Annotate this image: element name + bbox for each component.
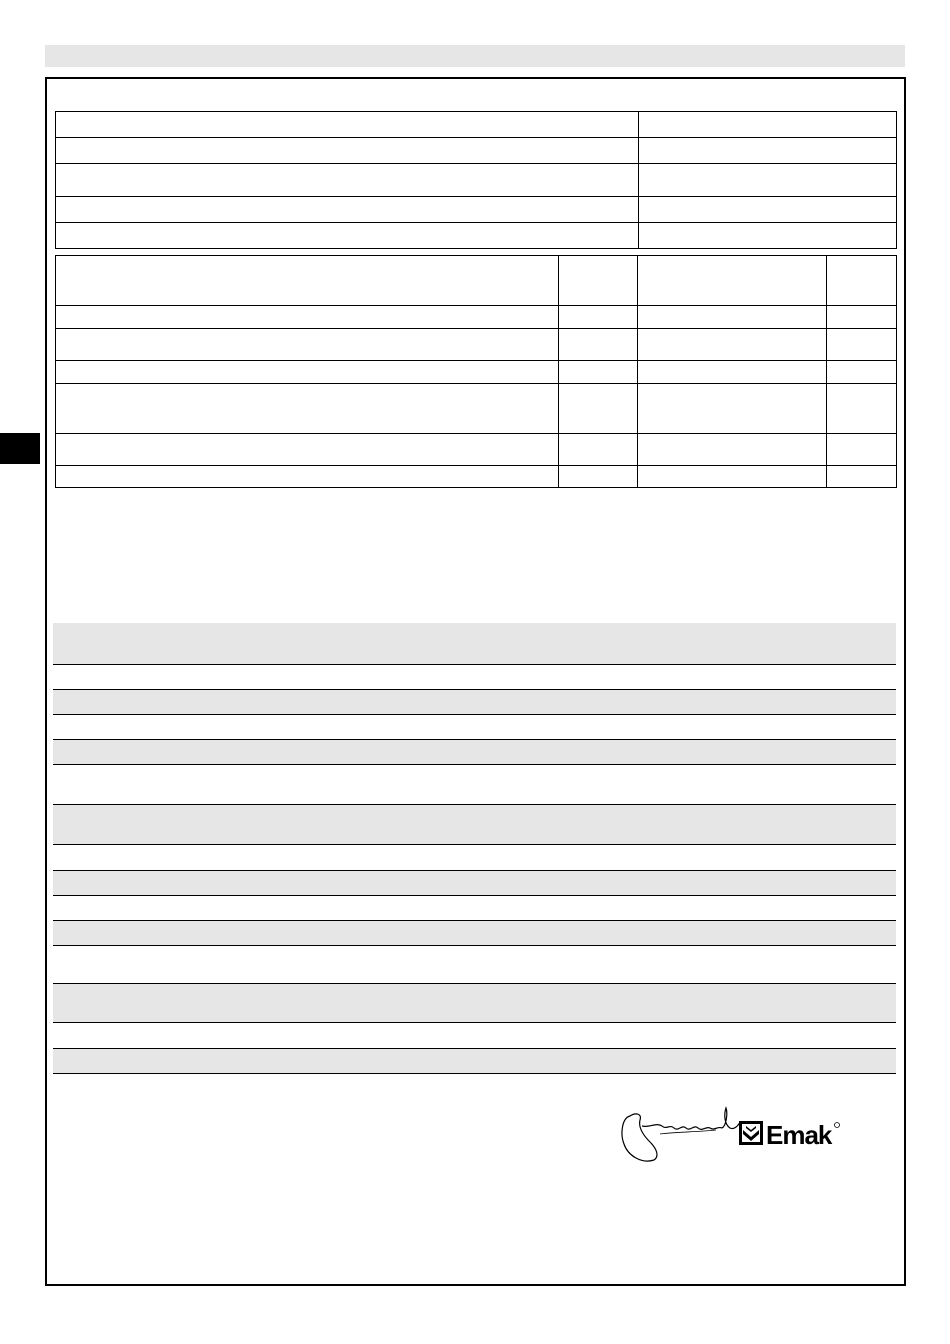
header-bar <box>45 45 905 67</box>
noise-cell <box>56 306 559 329</box>
noise-cell <box>559 384 638 434</box>
noise-header-row <box>56 256 897 306</box>
declaration-value-cell <box>387 739 896 764</box>
declaration-label-cell <box>53 1022 387 1048</box>
noise-cell <box>559 361 638 384</box>
declaration-row <box>53 895 896 920</box>
declaration-value-cell <box>387 664 896 689</box>
noise-cell <box>559 466 638 488</box>
noise-cell <box>56 361 559 384</box>
declaration-row <box>53 689 896 714</box>
declaration-row <box>53 1048 896 1073</box>
declaration-label-cell <box>53 623 387 664</box>
spec-value-cell <box>639 164 897 197</box>
declaration-label-cell <box>53 870 387 895</box>
language-side-tab <box>0 433 40 464</box>
noise-cell <box>638 434 827 466</box>
noise-row <box>56 306 897 329</box>
noise-cell <box>638 384 827 434</box>
declaration-label-cell <box>53 689 387 714</box>
spec-row <box>56 164 897 197</box>
declaration-value-cell <box>387 623 896 664</box>
noise-row <box>56 384 897 434</box>
declaration-value-cell <box>387 1048 896 1073</box>
spec-value-cell <box>639 223 897 249</box>
declaration-row <box>53 844 896 870</box>
declaration-label-cell <box>53 714 387 739</box>
declaration-label-cell <box>53 945 387 983</box>
spec-table <box>55 111 897 249</box>
noise-cell <box>559 434 638 466</box>
declaration-row <box>53 804 896 844</box>
noise-cell <box>56 466 559 488</box>
declaration-label-cell <box>53 1048 387 1073</box>
declaration-value-cell <box>387 804 896 844</box>
noise-cell <box>56 434 559 466</box>
declaration-value-cell <box>387 764 896 804</box>
emak-logo-icon <box>738 1118 842 1148</box>
noise-header-cell <box>559 256 638 306</box>
spec-label-cell <box>56 138 639 164</box>
declaration-row <box>53 945 896 983</box>
noise-cell <box>827 434 897 466</box>
noise-header-cell <box>638 256 827 306</box>
declaration-label-cell <box>53 844 387 870</box>
spec-value-cell <box>639 112 897 138</box>
spec-label-cell <box>56 197 639 223</box>
noise-cell <box>638 466 827 488</box>
declaration-row <box>53 983 896 1022</box>
declaration-label-cell <box>53 739 387 764</box>
spec-label-cell <box>56 223 639 249</box>
noise-cell <box>559 329 638 361</box>
declaration-value-cell <box>387 920 896 945</box>
declaration-value-cell <box>387 844 896 870</box>
noise-cell <box>638 361 827 384</box>
noise-cell <box>827 306 897 329</box>
svg-text:Emak: Emak <box>766 1120 832 1148</box>
declaration-value-cell <box>387 714 896 739</box>
declaration-label-cell <box>53 664 387 689</box>
declaration-label-cell <box>53 764 387 804</box>
spec-row <box>56 138 897 164</box>
declaration-value-cell <box>387 983 896 1022</box>
emak-logo <box>738 1118 842 1148</box>
noise-cell <box>56 329 559 361</box>
noise-cell <box>559 306 638 329</box>
declaration-value-cell <box>387 689 896 714</box>
noise-cell <box>638 329 827 361</box>
declaration-value-cell <box>387 895 896 920</box>
declaration-table <box>53 623 896 1074</box>
declaration-row <box>53 764 896 804</box>
noise-row <box>56 434 897 466</box>
declaration-row <box>53 664 896 689</box>
noise-header-cell <box>827 256 897 306</box>
noise-vibration-table <box>55 255 897 488</box>
handwritten-signature-icon <box>616 1104 746 1168</box>
declaration-value-cell <box>387 945 896 983</box>
spec-row <box>56 197 897 223</box>
declaration-label-cell <box>53 895 387 920</box>
declaration-value-cell <box>387 870 896 895</box>
declaration-row <box>53 920 896 945</box>
declaration-row <box>53 1022 896 1048</box>
noise-cell <box>827 466 897 488</box>
noise-row <box>56 361 897 384</box>
spec-value-cell <box>639 197 897 223</box>
declaration-label-cell <box>53 920 387 945</box>
spec-row <box>56 223 897 249</box>
spec-value-cell <box>639 138 897 164</box>
noise-cell <box>638 306 827 329</box>
declaration-row <box>53 739 896 764</box>
noise-cell <box>827 329 897 361</box>
spec-label-cell <box>56 164 639 197</box>
spec-label-cell <box>56 112 639 138</box>
noise-row <box>56 329 897 361</box>
noise-cell <box>827 361 897 384</box>
declaration-row <box>53 623 896 664</box>
declaration-label-cell <box>53 983 387 1022</box>
spec-row <box>56 112 897 138</box>
declaration-row <box>53 714 896 739</box>
declaration-value-cell <box>387 1022 896 1048</box>
noise-cell <box>827 384 897 434</box>
noise-row <box>56 466 897 488</box>
declaration-label-cell <box>53 804 387 844</box>
noise-header-cell <box>56 256 559 306</box>
noise-cell <box>56 384 559 434</box>
declaration-row <box>53 870 896 895</box>
